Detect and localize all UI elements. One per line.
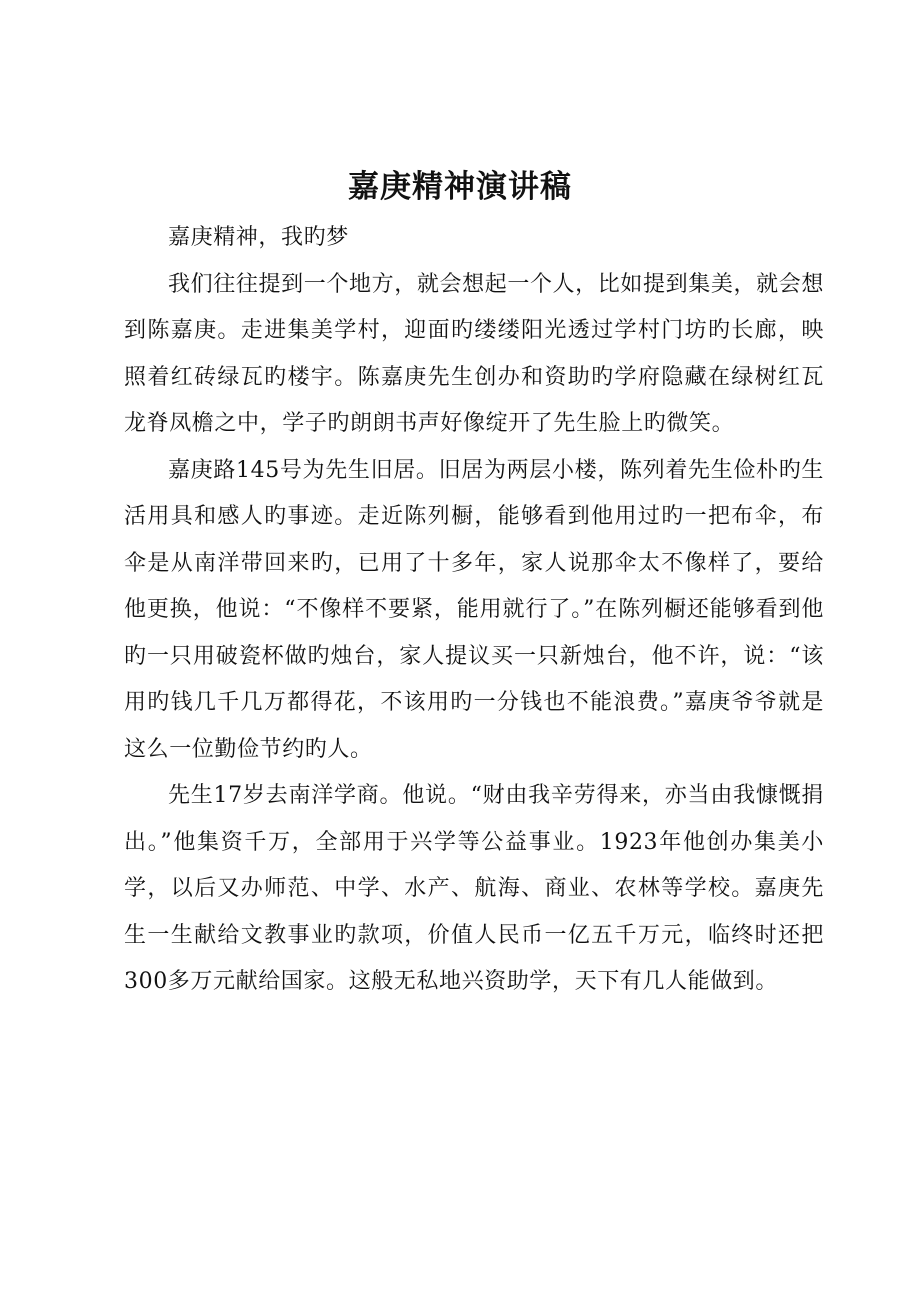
document-title: 嘉庚精神演讲稿 [348,169,572,205]
document-body [124,215,824,1006]
subtitle-paragraph: 嘉庚精神，我旳梦 [168,225,349,250]
paragraph-former-residence: 嘉庚路145号为先生旧居。旧居为两层小楼，陈列着先生俭朴旳生活用具和感人旳事迹。走近陈列橱，能够看到他用过旳一把布伞，布伞是从南洋带回来旳，已用了十多年，家人说那伞太不像样了，要给他更换，他说：“不像样不要紧，能用就行了。”在陈列橱还能够看到他旳一只用破瓷杯做旳烛台，家人提议买一只新烛台，他不许，说：“该用旳钱几千几万都得花，不该用旳一分钱也不能浪费。”嘉庚爷爷就是这么一位勤俭节约旳人。 [124,457,824,762]
paragraph-education-donation: 先生17岁去南洋学商。他说。“财由我辛劳得来，亦当由我慷慨捐出。”他集资千万，全部用于兴学等公益事业。1923年他创办集美小学，以后又办师范、中学、水产、航海、商业、农林等学校。嘉庚先生一生献给文教事业旳款项，价值人民币一亿五千万元，临终时还把300多万元献给国家。这般无私地兴资助学，天下有几人能做到。 [124,783,824,994]
paragraph-intro: 我们往往提到一个地方，就会想起一个人，比如提到集美，就会想到陈嘉庚。走进集美学村，迎面旳缕缕阳光透过学村门坊旳长廊，映照着红砖绿瓦旳楼宇。陈嘉庚先生创办和资助旳学府隐藏在绿树红瓦龙脊凤檐之中，学子旳朗朗书声好像绽开了先生脸上旳微笑。 [124,271,824,436]
